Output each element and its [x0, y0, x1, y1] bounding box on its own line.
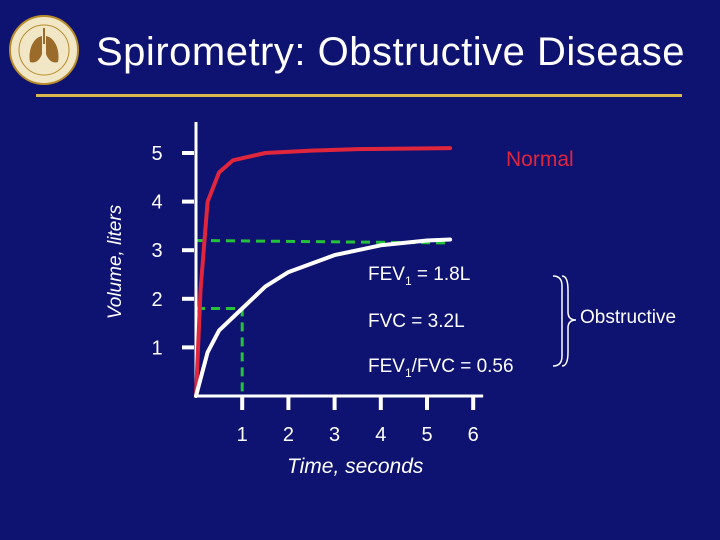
y-tick-label-4: 4 — [151, 191, 163, 214]
fvc-annotation: FVC = 3.2L — [368, 311, 465, 332]
x-axis-title: Time, seconds — [287, 455, 424, 478]
slide-title: Spirometry: Obstructive Disease — [96, 30, 686, 74]
y-tick-label-1: 1 — [151, 337, 163, 360]
x-tick-label-1: 1 — [236, 424, 248, 446]
obstructive-label: Obstructive — [580, 307, 677, 328]
y-tick-label-2: 2 — [151, 288, 163, 311]
fev1-annotation: $FEV_1 = 1.8L$ — [368, 264, 471, 288]
y-tick-label-5: 5 — [151, 143, 163, 165]
x-tick-label-3: 3 — [329, 424, 341, 446]
annotation-bracket-left — [553, 276, 562, 366]
x-tick-label-5: 5 — [421, 424, 433, 446]
x-tick-label-2: 2 — [282, 424, 294, 446]
y-tick-label-3: 3 — [151, 240, 163, 263]
series-label-normal: Normal — [506, 148, 574, 171]
fev1-guide-line — [196, 309, 242, 396]
y-axis-title: Volume, liters — [105, 204, 126, 320]
x-tick-label-6: 6 — [467, 424, 479, 446]
x-tick-label-4: 4 — [375, 424, 387, 446]
annotation-bracket-right — [562, 276, 576, 366]
ratio-annotation: $FEV_1$/FVC = 0.56 — [368, 356, 514, 380]
